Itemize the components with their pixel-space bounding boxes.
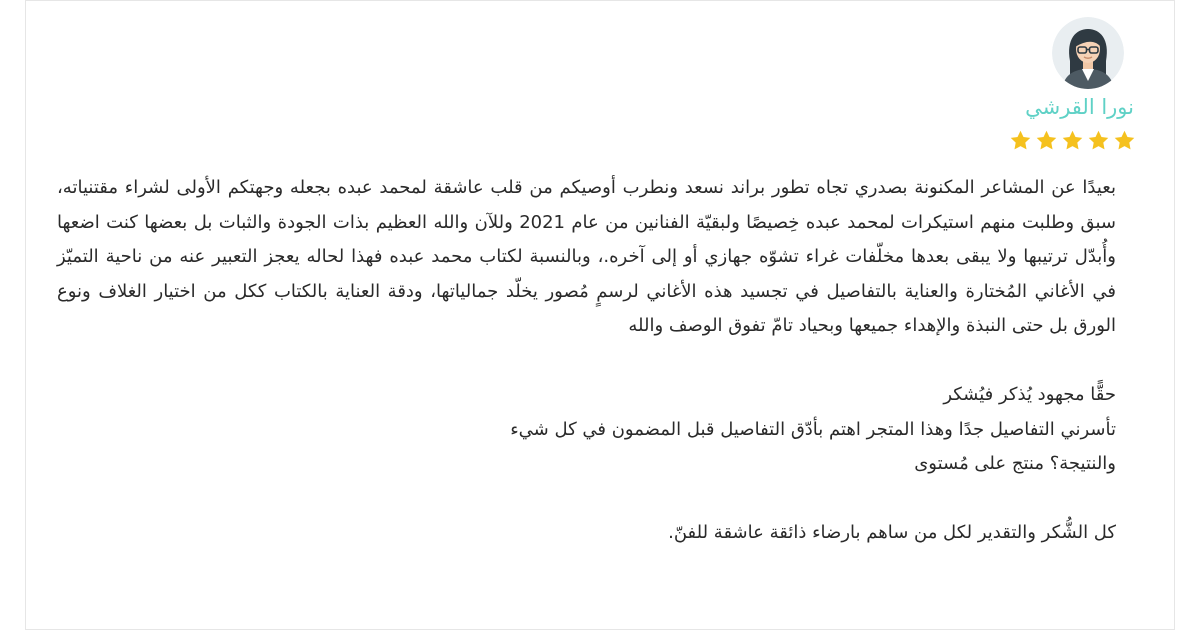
- review-paragraph: تأسرني التفاصيل جدًا وهذا المتجر اهتم بأدّق التفاصيل قبل المضمون في كل شيء: [510, 418, 1116, 440]
- star-icon: [1087, 129, 1110, 152]
- reviewer-header: [1009, 17, 1136, 152]
- star-icon: [1061, 129, 1084, 152]
- review-card: [25, 0, 1175, 630]
- paragraph-spacer: [57, 482, 1116, 517]
- star-icon: [1009, 129, 1032, 152]
- review-paragraph: والنتيجة؟ منتج على مُستوى: [914, 453, 1116, 474]
- review-paragraph: حقًّا مجهود يُذكر فيُشكر: [943, 384, 1116, 405]
- rating-stars: [1009, 129, 1136, 152]
- reviewer-name: نورا القرشي: [1025, 95, 1134, 119]
- female-avatar-icon: [1052, 17, 1124, 89]
- review-text: [57, 171, 1116, 551]
- review-paragraph: كل الشُّكر والتقدير لكل من ساهم بارضاء ذائقة عاشقة للفنّ.: [668, 522, 1116, 543]
- review-paragraph: بعيدًا عن المشاعر المكنونة بصدري تجاه تطور براند نسعد ونطرب أوصيكم من قلب عاشقة لمحمد عبده بجعله وجهتكم الأولى لشراء مقتنياته، سبق وطلبت منهم استيكرات لمحمد عبده خِصيصًا ولبقيّة الفنانين من عام 2021 وللآن والله العظيم بذات الجودة والثبات بل بعضها كنت اضعها وأُبدّل ترتيبها ولا يبقى بعدها مخلّفات غراء تشوّه جهازي أو إلى آخره.، وبالنسبة لكتاب محمد عبده فهذا لحاله يعجز التعبير عنه من ناحية التميّز في الأغاني المُختارة والعناية بالتفاصيل في تجسيد هذه الأغاني لرسمٍ مُصور يخلّد جمالياتها، ودقة العناية بالكتاب ككل من اختيار الغلاف ونوع الورق بل حتى النبذة والإهداء جميعها وبحياد تامّ تفوق الوصف والله: [57, 177, 1116, 336]
- paragraph-spacer: [57, 344, 1116, 379]
- star-icon: [1035, 129, 1058, 152]
- star-icon: [1113, 129, 1136, 152]
